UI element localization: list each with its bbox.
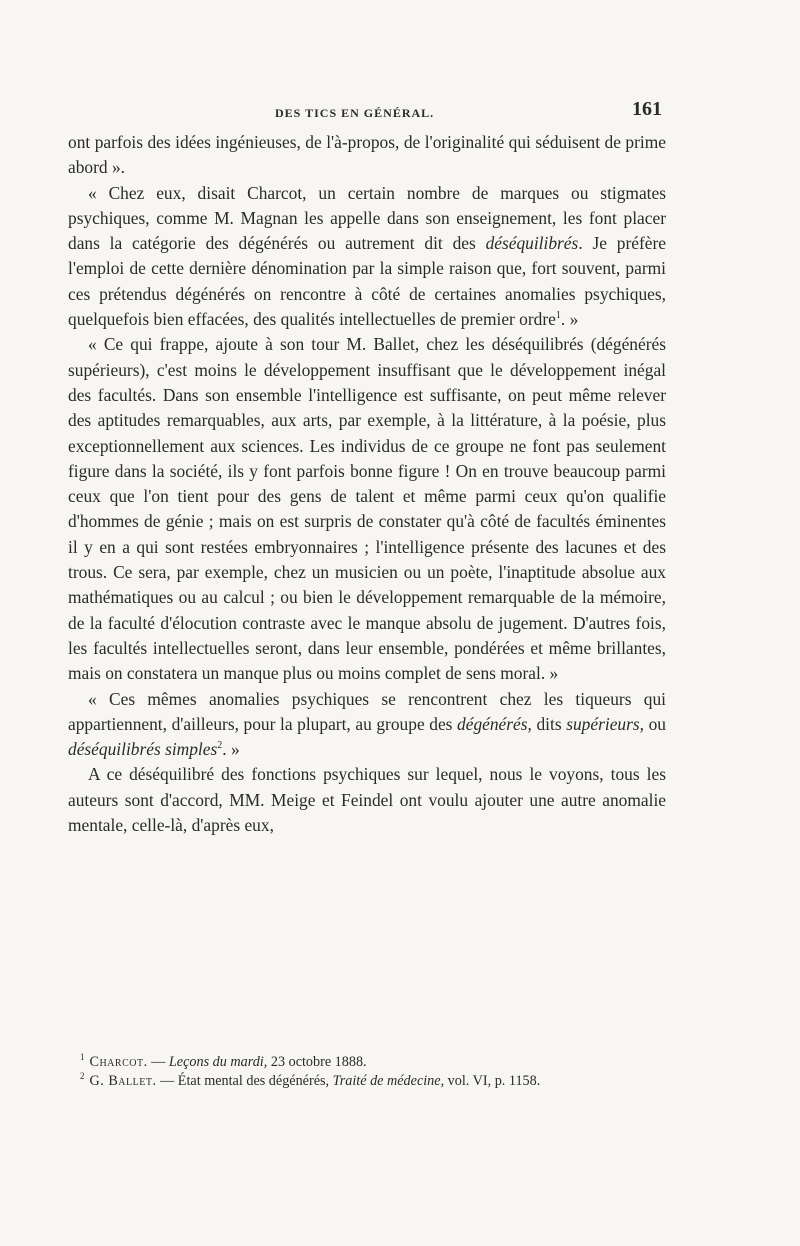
- text-run: dits: [531, 713, 567, 734]
- footnote: [68, 1053, 668, 1072]
- text-run: 23 octobre 1888.: [267, 1054, 367, 1070]
- footnote-number: 1: [80, 1052, 85, 1063]
- paragraph: [68, 687, 666, 763]
- italic-term: dégénérés,: [457, 713, 532, 734]
- page-header: [0, 98, 800, 128]
- text-run: « Ces mêmes anomalies psychiques se rencontrent chez les tiqueurs qui appartiennent, d'ailleurs, pour la plupart, au groupe des: [68, 688, 666, 734]
- running-head: DES TICS EN GÉNÉRAL.: [275, 106, 435, 120]
- text-run: A ce déséquilibré des fonctions psychiques sur lequel, nous le voyons, tous les auteurs sont d'accord, MM. Meige et Feindel ont voulu ajouter une autre anomalie mentale, celle-là, d'après eux,: [68, 764, 666, 836]
- footnotes: [68, 1053, 668, 1090]
- paragraph: [68, 130, 666, 181]
- text-run: vol. VI, p. 1158.: [444, 1072, 541, 1089]
- italic-term: déséquilibrés: [485, 233, 579, 254]
- footnote: [68, 1072, 668, 1091]
- text-run: . »: [222, 739, 240, 760]
- text-run: ont parfois des idées ingénieuses, de l'à-propos, de l'originalité qui séduisent de prime abord ».: [68, 132, 666, 178]
- text-run: . Je préfère l'emploi de cette dernière dénomination par la simple raison que, fort souvent, parmi ces prétendus dégénérés on rencontre à côté de certaines anomalies psychiques, quelquefois bien effacées, des qualités intellectuelles de premier ordre: [68, 233, 666, 330]
- text-run: « Ce qui frappe, ajoute à son tour M. Ballet, chez les déséquilibrés (dégénérés supérieurs), c'est moins le développement insuffisant que le développement inégal des facultés. Dans son ensemble l'intelligence est suffisante, on peut même relever des aptitudes remarquables, aux arts, par exemple, à la littérature, à la poésie, plus exceptionnellement aux sciences. Les individus de ce groupe ne font pas seulement figure dans la société, ils y font parfois bonne figure ! On en trouve beaucoup parmi ceux que l'on tient pour des gens de talent et même parmi ceux qu'on qualifie d'hommes de génie ; mais on est surpris de constater qu'à côté de facultés éminentes il y en a qui sont restées embryonnaires ; l'intelligence présente des lacunes et des trous. Ce sera, par exemple, chez un musicien ou un poète, l'inaptitude absolue aux mathématiques ou au calcul ; ou bien le développement remarquable de la mémoire, de la faculté d'élocution contraste avec le manque absolu de jugement. D'autres fois, les facultés intellectuelles seront, dans leur ensemble, pondérées et même brillantes, mais on constatera un manque plus ou moins complet de sens moral. »: [68, 334, 666, 684]
- text-run: ou: [644, 713, 666, 734]
- body-text: [68, 130, 666, 838]
- text-run: . »: [560, 309, 579, 330]
- footnote-number: 2: [80, 1070, 85, 1081]
- text-run: — État mental des dégénérés,: [156, 1072, 333, 1089]
- footnote-ref: 1: [555, 310, 561, 322]
- text-run: « Chez eux, disait Charcot, un certain nombre de marques ou stigmates psychiques, comme M. Magnan les appelle dans son enseignement, les font placer dans la catégorie des dégénérés ou autrement dit des: [68, 182, 666, 254]
- page-number: 161: [632, 98, 662, 120]
- footnote-title: Leçons du mardi,: [168, 1054, 268, 1070]
- paragraph: [68, 762, 666, 838]
- footnote-author: G. Ballet.: [89, 1072, 157, 1089]
- italic-term: déséquilibrés simples: [68, 739, 218, 760]
- footnote-ref: 2: [217, 740, 223, 752]
- paragraph: [68, 181, 666, 333]
- footnote-author: Charcot.: [89, 1054, 148, 1070]
- text-run: —: [147, 1054, 169, 1070]
- italic-term: supérieurs,: [566, 713, 644, 734]
- footnote-title: Traité de médecine,: [332, 1072, 445, 1089]
- paragraph: [68, 332, 666, 686]
